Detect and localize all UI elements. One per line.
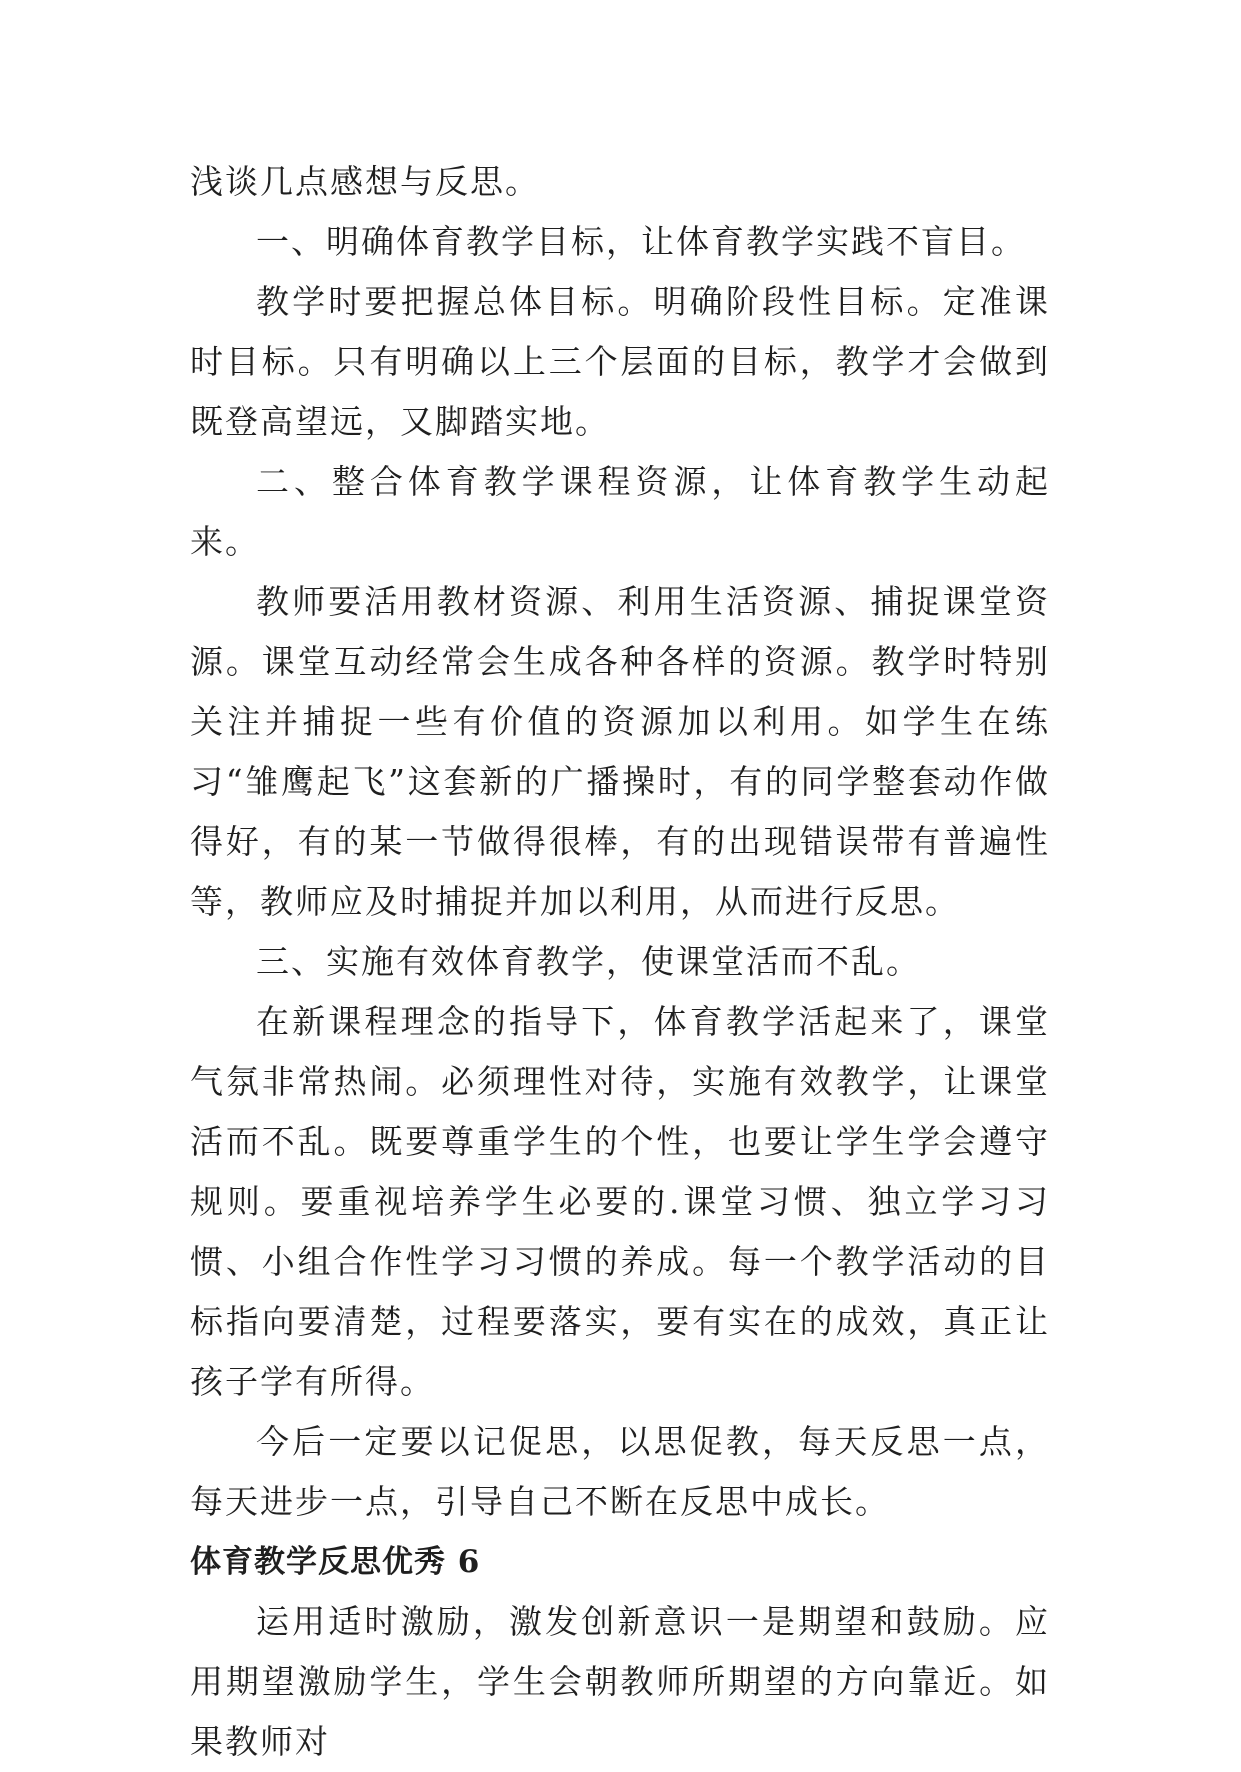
paragraph: 运用适时激励，激发创新意识一是期望和鼓励。应用期望激励学生，学生会朝教师所期望的方向靠近。如果教师对 [190, 1602, 1050, 1761]
point-heading-2: 二、整合体育教学课程资源，让体育教学生动起来。 [190, 462, 1050, 561]
paragraph: 今后一定要以记促思，以思促教，每天反思一点，每天进步一点，引导自己不断在反思中成长。 [190, 1422, 1050, 1521]
point-heading-1: 一、明确体育教学目标，让体育教学实践不盲目。 [256, 222, 1026, 261]
paragraph: 教师要活用教材资源、利用生活资源、捕捉课堂资源。课堂互动经常会生成各种各样的资源。教学时特别关注并捕捉一些有价值的资源加以利用。如学生在练习“雏鹰起飞”这套新的广播操时，有的同学整套动作做得好，有的某一节做得很棒，有的出现错误带有普遍性等，教师应及时捕捉并加以利用，从而进行反思。 [190, 582, 1050, 921]
paragraph: 教学时要把握总体目标。明确阶段性目标。定准课时目标。只有明确以上三个层面的目标，教学才会做到既登高望远，又脚踏实地。 [190, 282, 1050, 441]
point-heading-3: 三、实施有效体育教学，使课堂活而不乱。 [256, 942, 921, 981]
paragraph-continuation: 浅谈几点感想与反思。 [190, 162, 540, 201]
section-heading: 体育教学反思优秀 6 [190, 1544, 481, 1580]
paragraph: 在新课程理念的指导下，体育教学活起来了，课堂气氛非常热闹。必须理性对待，实施有效教学，让课堂活而不乱。既要尊重学生的个性，也要让学生学会遵守规则。要重视培养学生必要的.课堂习惯、独立学习习惯、小组合作性学习习惯的养成。每一个教学活动的目标指向要清楚，过程要落实，要有实在的成效，真正让孩子学有所得。 [190, 1002, 1050, 1401]
document-body [190, 152, 1050, 1772]
